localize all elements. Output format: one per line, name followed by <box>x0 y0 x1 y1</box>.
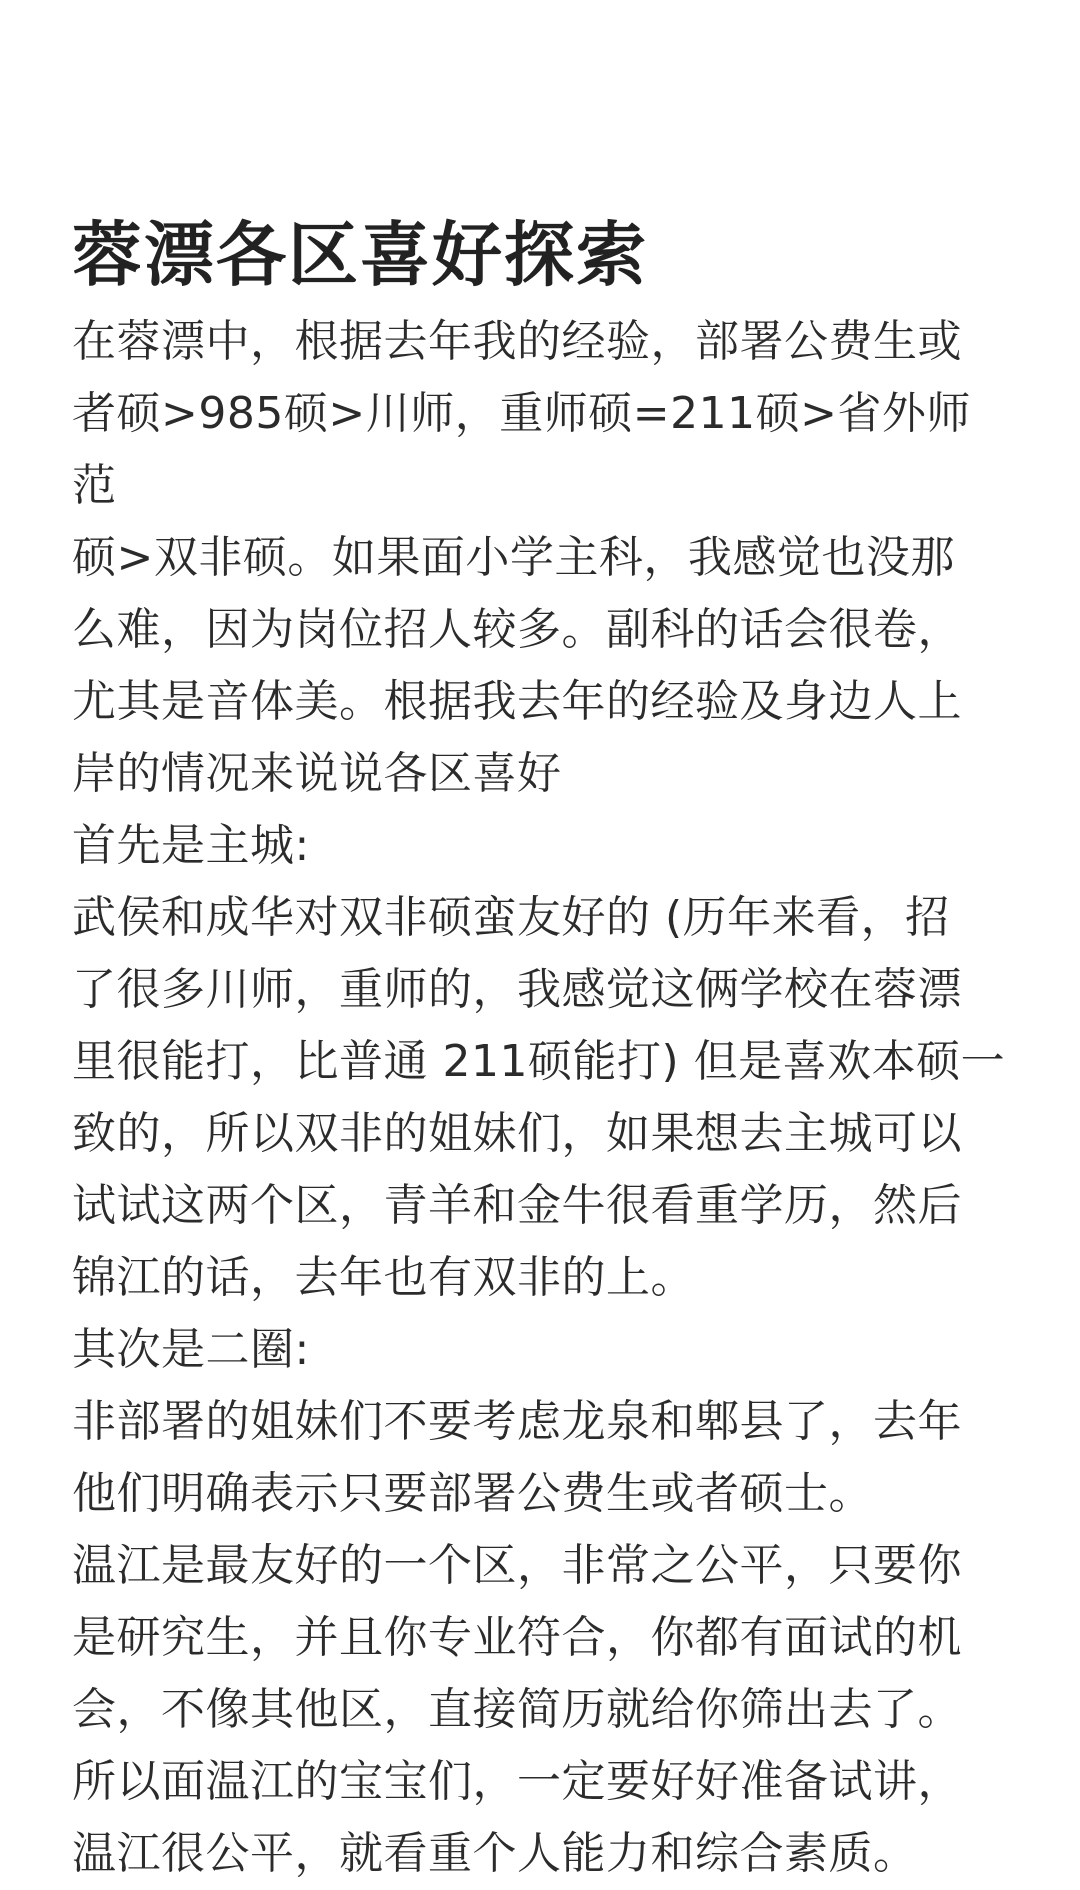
intro-paragraph: 在蓉漂中，根据去年我的经验，部署公费生或 者硕>985硕>川师，重师硕=211硕>省外师范 硕>双非硕。如果面小学主科，我感觉也没那 么难，因为岗位招人较多。副科的话会很卷， 尤其是音体美。根据我去年的经验及身边人上 岸的情况来说说各区喜好 <box>72 316 971 799</box>
article <box>72 210 1012 1890</box>
second-ring-paragraph-2: 温江是最友好的一个区，非常之公平，只要你 是研究生，并且你专业符合，你都有面试的机 会，不像其他区，直接简历就给你筛出去了。 所以面温江的宝宝们，一定要好好准备试讲， 温江很公平，就看重个人能力和综合素质。 <box>72 1540 962 1879</box>
second-ring-paragraph-1: 非部署的姐妹们不要考虑龙泉和郫县了，去年 他们明确表示只要部署公费生或者硕士。 <box>72 1396 962 1519</box>
article-title: 蓉漂各区喜好探索 <box>72 214 648 296</box>
section-heading-second-ring: 其次是二圈: <box>72 1324 310 1375</box>
main-city-paragraph: 武侯和成华对双非硕蛮友好的 (历年来看，招 了很多川师，重师的，我感觉这俩学校在蓉漂 里很能打，比普通 211硕能打) 但是喜欢本硕一 致的，所以双非的姐妹们，如果想去主城可以 试试这两个区，青羊和金牛很看重学历，然后 锦江的话，去年也有双非的上。 <box>72 892 1006 1303</box>
section-heading-main-city: 首先是主城: <box>72 820 310 871</box>
